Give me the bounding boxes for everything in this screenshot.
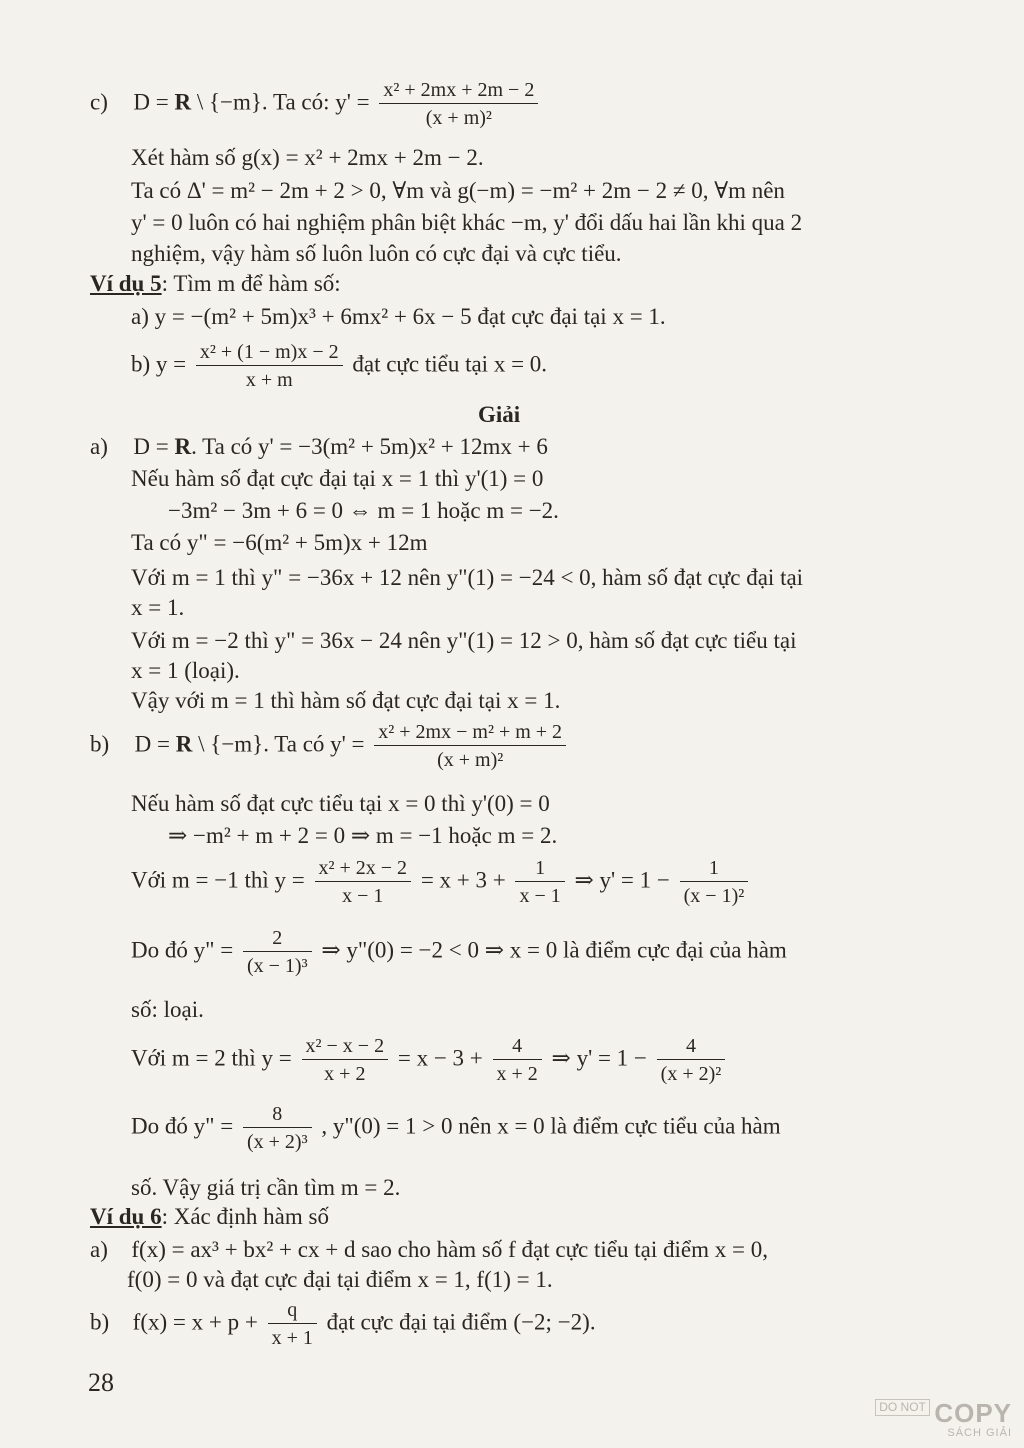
text: Với m = −1 thì y = — [131, 867, 311, 893]
numerator: 4 — [493, 1036, 542, 1060]
page-number: 28 — [88, 1368, 114, 1397]
label: a) — [90, 434, 108, 459]
denominator: (x + 2)² — [660, 1063, 722, 1085]
text-line: x = 1. — [131, 595, 185, 620]
watermark-copy: COPY — [934, 1398, 1012, 1428]
fraction — [493, 1036, 542, 1084]
text-line: x = 1 (loại). — [131, 658, 240, 683]
example-6-heading — [90, 1205, 329, 1228]
text-line: số. Vậy giá trị cần tìm m = 2. — [131, 1175, 401, 1200]
label: b) — [90, 1309, 110, 1335]
text: Do đó y" = — [131, 937, 239, 963]
text-line: Nếu hàm số đạt cực tiểu tại x = 0 thì y'(0) = 0 — [131, 791, 550, 816]
numerator: 1 — [680, 858, 749, 882]
fraction — [657, 1036, 726, 1084]
numerator: 2 — [243, 928, 312, 952]
text: f(x) = ax³ + bx² + cx + d sao cho hàm số f đạt cực tiểu tại điểm x = 0, — [131, 1237, 768, 1262]
example-5-heading — [90, 272, 341, 295]
text-line: Ta có Δ' = m² − 2m + 2 > 0, ∀m và g(−m) = −m² + 2m − 2 ≠ 0, ∀m nên — [131, 178, 785, 203]
text: : Tìm m để hàm số: — [161, 271, 341, 296]
text: f(x) = x + p + — [132, 1309, 264, 1335]
fraction — [379, 80, 538, 128]
numerator: x² + 2mx − m² + m + 2 — [374, 722, 566, 746]
example-6-b — [90, 1300, 596, 1348]
text: . Ta có y' = −3(m² + 5m)x² + 12mx + 6 — [191, 434, 548, 459]
denominator: x − 1 — [342, 885, 384, 907]
set-symbol: R — [174, 434, 192, 459]
numerator: 4 — [657, 1036, 726, 1060]
denominator: x − 1 — [519, 885, 561, 907]
text: , y"(0) = 1 > 0 nên x = 0 là điểm cực tiểu của hàm — [321, 1113, 781, 1139]
denominator: (x − 1)² — [683, 885, 745, 907]
part-c-line-1 — [90, 80, 542, 128]
fraction — [302, 1036, 389, 1084]
text-line: −3m² − 3m + 6 = 0 ⇔ m = 1 hoặc m = −2. — [168, 498, 559, 523]
numerator: x² − x − 2 — [302, 1036, 389, 1060]
solution-b-line-1 — [90, 722, 570, 770]
text: D = — [133, 89, 175, 115]
solution-heading: Giải — [478, 402, 521, 427]
denominator: x + 1 — [271, 1327, 313, 1349]
text-line: Xét hàm số g(x) = x² + 2mx + 2m − 2. — [131, 145, 484, 170]
fraction — [243, 1104, 312, 1152]
fraction — [196, 342, 343, 390]
denominator: (x − 1)³ — [246, 955, 308, 977]
text-line: a) y = −(m² + 5m)x³ + 6mx² + 6x − 5 đạt cực đại tại x = 1. — [131, 304, 666, 329]
text-line: Nếu hàm số đạt cực đại tại x = 1 thì y'(1) = 0 — [131, 466, 544, 491]
denominator: (x + m)² — [437, 749, 504, 771]
example-title: Ví dụ 6 — [90, 1204, 162, 1229]
text-line: y' = 0 luôn có hai nghiệm phân biệt khác −m, y' đổi dấu hai lần khi qua 2 — [131, 210, 803, 235]
solution-b-second-derivative-1 — [131, 928, 787, 976]
label: a) — [90, 1237, 108, 1262]
numerator: x² + (1 − m)x − 2 — [196, 342, 343, 366]
numerator: x² + 2mx + 2m − 2 — [379, 80, 538, 104]
text: ⇒ y"(0) = −2 < 0 ⇒ x = 0 là điểm cực đại của hàm — [321, 937, 787, 963]
numerator: 1 — [515, 858, 564, 882]
text: đạt cực tiểu tại x = 0. — [352, 351, 548, 377]
numerator: 8 — [243, 1104, 312, 1128]
text: đạt cực đại tại điểm (−2; −2). — [326, 1309, 596, 1335]
fraction — [243, 928, 312, 976]
denominator: (x + 2)³ — [246, 1131, 308, 1153]
text: = x − 3 + — [397, 1045, 489, 1071]
numerator: q — [268, 1300, 317, 1324]
text: b) y = — [131, 351, 192, 377]
solution-b-second-derivative-2 — [131, 1104, 781, 1152]
fraction — [315, 858, 412, 906]
example-5-b — [131, 342, 547, 390]
example-6-a-line-1 — [90, 1238, 768, 1261]
text-line: Với m = −2 thì y" = 36x − 24 nên y"(1) = 12 > 0, hàm số đạt cực tiểu tại — [131, 628, 797, 653]
text: \ {−m}. Ta có y' = — [192, 731, 371, 757]
solution-a-line-1 — [90, 435, 548, 458]
solution-b-m-minus1 — [131, 858, 752, 906]
denominator: (x + m)² — [425, 107, 492, 129]
text: = x + 3 + — [420, 867, 512, 893]
text-line: f(0) = 0 và đạt cực đại tại điểm x = 1, f(1) = 1. — [127, 1267, 553, 1292]
label: b) — [90, 731, 110, 757]
text: ⇒ y' = 1 − — [574, 867, 676, 893]
text: ⇒ y' = 1 − — [551, 1045, 653, 1071]
fraction — [374, 722, 566, 770]
watermark — [875, 1398, 1012, 1439]
label: c) — [90, 89, 108, 115]
text: : Xác định hàm số — [161, 1204, 329, 1229]
text: D = — [133, 434, 175, 459]
text-line: số: loại. — [131, 997, 204, 1022]
set-symbol: R — [175, 731, 193, 757]
text: \ {−m}. Ta có: y' = — [191, 89, 376, 115]
watermark-do-not: DO NOT — [875, 1399, 930, 1416]
text-line: nghiệm, vậy hàm số luôn luôn có cực đại và cực tiểu. — [131, 241, 622, 266]
numerator: x² + 2x − 2 — [315, 858, 412, 882]
text-line: Ta có y" = −6(m² + 5m)x + 12m — [131, 530, 428, 555]
text-line: ⇒ −m² + m + 2 = 0 ⇒ m = −1 hoặc m = 2. — [168, 823, 558, 848]
fraction — [268, 1300, 317, 1348]
watermark-sub: SÁCH GIẢI — [947, 1427, 1012, 1439]
fraction — [515, 858, 564, 906]
text-line: Với m = 1 thì y" = −36x + 12 nên y"(1) = −24 < 0, hàm số đạt cực đại tại — [131, 565, 804, 590]
set-symbol: R — [174, 89, 192, 115]
text: D = — [134, 731, 176, 757]
solution-b-m-2 — [131, 1036, 729, 1084]
text: Với m = 2 thì y = — [131, 1045, 298, 1071]
text: Do đó y" = — [131, 1113, 239, 1139]
example-title: Ví dụ 5 — [90, 271, 162, 296]
denominator: x + 2 — [324, 1063, 366, 1085]
denominator: x + m — [245, 369, 293, 391]
text-line: Vậy với m = 1 thì hàm số đạt cực đại tại x = 1. — [131, 688, 561, 713]
denominator: x + 2 — [496, 1063, 538, 1085]
fraction — [680, 858, 749, 906]
